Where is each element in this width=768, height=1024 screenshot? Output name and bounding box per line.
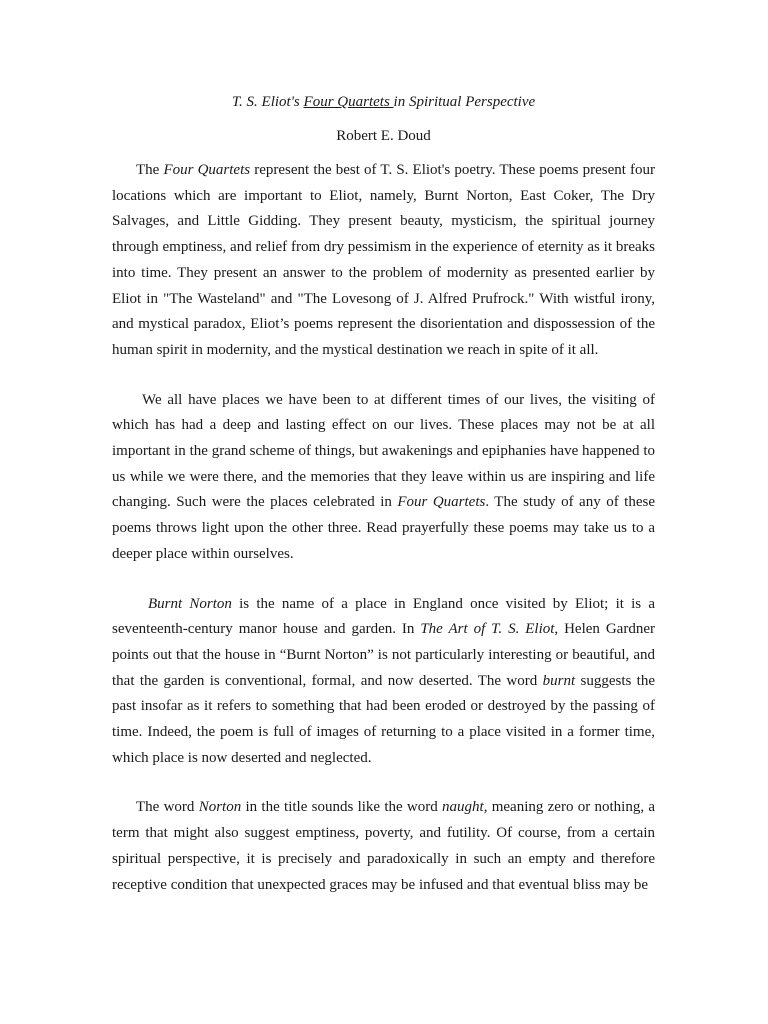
paragraph-2 (112, 388, 655, 568)
paragraph-3-italic-b: The Art of T. S. Eliot (420, 621, 555, 638)
paragraph-3-text-b: , Helen Gardner points out that the house in “Burnt Norton” is not particularly interesting or beautiful, and that the garden is conventional, formal, and now deserted. The word (112, 621, 655, 689)
title-prefix: T. S. Eliot's (231, 94, 304, 110)
paragraph-4-text-a: The word (136, 799, 199, 816)
paragraph-3 (112, 592, 655, 772)
document-title (112, 90, 655, 114)
paragraph-1-text-b: represent the best of T. S. Eliot's poetry. These poems present four locations which are important to Eliot, namely, Burnt Norton, East Coker, The Dry Salvages, and Little Gidding. They present beauty, mysticism, the spiritual journey through emptiness, and relief from dry pessimism in the experience of eternity as it breaks into time. They present an answer to the problem of modernity as presented earlier by Eliot in "The Wasteland" and "The Lovesong of J. Alfred Prufrock." With wistful irony, and mystical paradox, Eliot’s poems represent the disorientation and dispossession of the human spirit in modernity, and the mystical destination we reach in spite of it all. (112, 162, 656, 358)
paragraph-2-italic-a: Four Quartets (397, 494, 486, 511)
paragraph-3-italic-a: Burnt Norton (148, 595, 232, 612)
paragraph-2-text-b: . The study of any of these poems throws light upon the other three. Read prayerfully these poems may take us to a deeper place within ourselves. (112, 494, 655, 562)
paragraph-3-text-a: is the name of a place in England once visited by Eliot; it is a seventeenth-century manor house and garden. In (112, 595, 655, 638)
paragraph-1-italic-a: Four Quartets (163, 162, 251, 178)
title-suffix: in Spiritual Perspective (393, 94, 536, 110)
document-page (112, 90, 655, 922)
paragraph-1-text-a: The (136, 162, 164, 178)
paragraph-2-text-a: We all have places we have been to at different times of our lives, the visiting of which has had a deep and lasting effect on our lives. These places may not be at all important in the grand scheme of things, but awakenings and epiphanies have happened to us while we were there, and the memories that they leave within us are inspiring and life changing. Such were the places celebrated in (112, 391, 655, 511)
paragraph-4-italic-b: naught (442, 799, 484, 816)
paragraph-4-text-b: in the title sounds like the word (241, 799, 443, 816)
paragraph-4 (112, 795, 655, 898)
paragraph-4-italic-a: Norton (198, 799, 242, 816)
paragraph-4-text-c: , meaning zero or nothing, a term that might also suggest emptiness, poverty, and futility. Of course, from a certain spiritual perspective, it is precisely and paradoxically in such an empty and therefore receptive condition that unexpected graces may be infused and that eventual bliss may be (112, 799, 656, 893)
paragraph-3-italic-c: burnt (542, 672, 576, 689)
title-underlined-work: Four Quartets (303, 94, 394, 110)
paragraph-3-text-c: suggests the past insofar as it refers to something that had been eroded or destroyed by the passing of time. Indeed, the poem is full of images of returning to a place visited in a former time, which place is now deserted and neglected. (112, 672, 655, 766)
paragraph-1 (112, 158, 655, 364)
document-author: Robert E. Doud (336, 128, 431, 144)
